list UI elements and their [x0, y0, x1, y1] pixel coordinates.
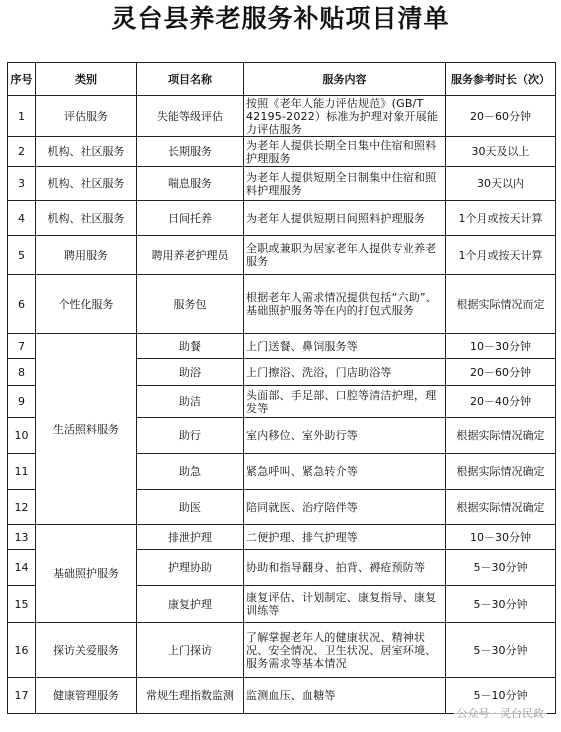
header-time: 服务参考时长（次）: [446, 63, 556, 96]
table-row: [8, 236, 556, 275]
row-content: 为老年人提供长期全日集中住宿和照料护理服务: [244, 137, 446, 167]
row-item: 助洁: [137, 386, 244, 418]
row-content: 按照《老年人能力评估规范》(GB/T 42195-2022）标准为护理对象开展能力评估服务: [244, 96, 446, 137]
row-item: 聘用养老护理员: [137, 236, 244, 275]
row-time: 1个月或按天计算: [446, 236, 556, 275]
row-category: 机构、社区服务: [36, 167, 137, 201]
row-no: 7: [8, 334, 36, 359]
row-no: 12: [8, 490, 36, 525]
row-no: 15: [8, 586, 36, 623]
row-no: 4: [8, 201, 36, 236]
row-category: 个性化服务: [36, 275, 137, 334]
table-row: [8, 275, 556, 334]
table-row: [8, 96, 556, 137]
row-no: 9: [8, 386, 36, 418]
row-content: 了解掌握老年人的健康状况、精神状况、安全情况、卫生状况、居室环境、服务需求等基本情况: [244, 623, 446, 678]
row-time: 20－60分钟: [446, 96, 556, 137]
row-time: 30天及以上: [446, 137, 556, 167]
subsidy-table: [7, 62, 556, 714]
row-no: 17: [8, 678, 36, 714]
row-category: 机构、社区服务: [36, 201, 137, 236]
row-category: 生活照料服务: [36, 334, 137, 525]
row-category: 探访关爱服务: [36, 623, 137, 678]
header-item: 项目名称: [137, 63, 244, 96]
row-item: 上门探访: [137, 623, 244, 678]
row-content: 康复评估、计划制定、康复指导、康复训练等: [244, 586, 446, 623]
header-no: 序号: [8, 63, 36, 96]
row-content: 协助和指导翻身、拍背、褥疮预防等: [244, 550, 446, 586]
row-content: 根据老年人需求情况提供包括“六助”、基础照护服务等在内的打包式服务: [244, 275, 446, 334]
row-category: 评估服务: [36, 96, 137, 137]
table-row: [8, 334, 556, 359]
row-category: 机构、社区服务: [36, 137, 137, 167]
row-content: 紧急呼叫、紧急转介等: [244, 454, 446, 490]
row-category: 基础照护服务: [36, 525, 137, 623]
table-row: [8, 167, 556, 201]
row-item: 护理协助: [137, 550, 244, 586]
row-time: 20－40分钟: [446, 386, 556, 418]
row-time: 30天以内: [446, 167, 556, 201]
row-time: 5－10分钟: [446, 678, 556, 714]
row-category: 健康管理服务: [36, 678, 137, 714]
row-content: 上门送餐、鼻饲服务等: [244, 334, 446, 359]
row-time: 5－30分钟: [446, 586, 556, 623]
table-row: [8, 137, 556, 167]
row-no: 10: [8, 418, 36, 454]
page-title: 灵台县养老服务补贴项目清单: [111, 4, 450, 33]
row-content: 为老年人提供短期日间照料护理服务: [244, 201, 446, 236]
row-time: 根据实际情况确定: [446, 490, 556, 525]
row-no: 8: [8, 359, 36, 386]
row-item: 助急: [137, 454, 244, 490]
row-content: 陪同就医、治疗陪伴等: [244, 490, 446, 525]
row-no: 16: [8, 623, 36, 678]
row-item: 助行: [137, 418, 244, 454]
header-content: 服务内容: [244, 63, 446, 96]
row-item: 失能等级评估: [137, 96, 244, 137]
row-time: 根据实际情况确定: [446, 418, 556, 454]
row-no: 3: [8, 167, 36, 201]
row-content: 头面部、手足部、口腔等清洁护理，理发等: [244, 386, 446, 418]
row-no: 1: [8, 96, 36, 137]
table-row: [8, 201, 556, 236]
watermark: 公众号 · 灵台民政: [454, 704, 548, 722]
row-time: 5－30分钟: [446, 550, 556, 586]
row-item: 排泄护理: [137, 525, 244, 550]
table-row: [8, 623, 556, 678]
row-item: 康复护理: [137, 586, 244, 623]
row-content: 上门擦浴、洗浴，门店助浴等: [244, 359, 446, 386]
row-item: 喘息服务: [137, 167, 244, 201]
row-no: 2: [8, 137, 36, 167]
row-no: 11: [8, 454, 36, 490]
row-no: 6: [8, 275, 36, 334]
header-row: [8, 63, 556, 96]
row-time: 根据实际情况而定: [446, 275, 556, 334]
header-category: 类别: [36, 63, 137, 96]
row-time: 10－30分钟: [446, 525, 556, 550]
row-item: 助餐: [137, 334, 244, 359]
row-time: 5－30分钟: [446, 623, 556, 678]
row-time: 20－60分钟: [446, 359, 556, 386]
row-content: 为老年人提供短期全日制集中住宿和照料护理服务: [244, 167, 446, 201]
row-item: 日间托养: [137, 201, 244, 236]
row-time: 1个月或按天计算: [446, 201, 556, 236]
row-item: 助浴: [137, 359, 244, 386]
row-no: 5: [8, 236, 36, 275]
row-category: 聘用服务: [36, 236, 137, 275]
row-time: 根据实际情况确定: [446, 454, 556, 490]
row-content: 室内移位、室外助行等: [244, 418, 446, 454]
row-time: 10－30分钟: [446, 334, 556, 359]
row-content: 监测血压、血糖等: [244, 678, 446, 714]
row-item: 常规生理指数监测: [137, 678, 244, 714]
row-content: 二便护理、排气护理等: [244, 525, 446, 550]
row-item: 助医: [137, 490, 244, 525]
row-no: 14: [8, 550, 36, 586]
row-no: 13: [8, 525, 36, 550]
row-content: 全职或兼职为居家老年人提供专业养老服务: [244, 236, 446, 275]
table-row: [8, 525, 556, 550]
row-item: 服务包: [137, 275, 244, 334]
row-item: 长期服务: [137, 137, 244, 167]
